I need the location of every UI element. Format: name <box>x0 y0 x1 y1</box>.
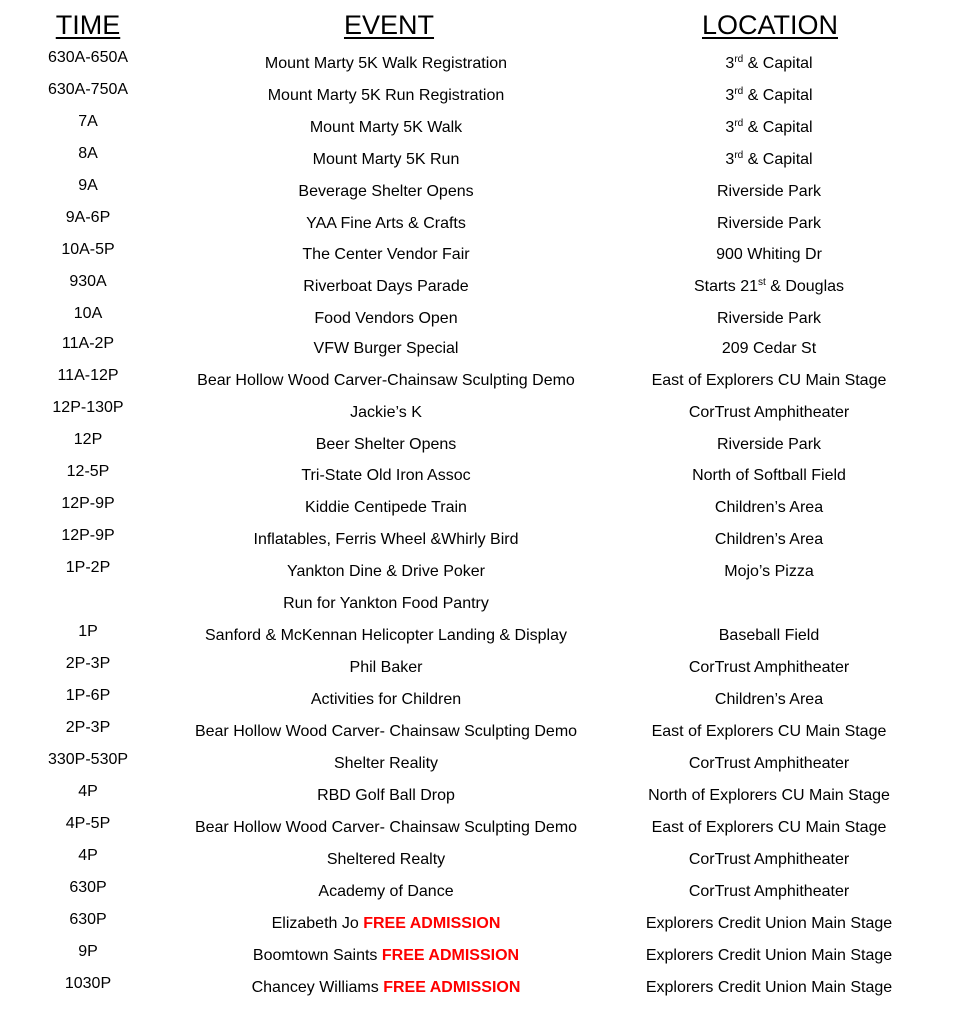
event-cell <box>140 403 632 423</box>
location-name: 3 <box>725 119 735 136</box>
time-cell: 630A-750A <box>47 81 129 98</box>
location-cell <box>600 690 938 710</box>
event-cell <box>140 914 632 934</box>
event-name: Yankton Dine & Drive Poker <box>286 563 485 580</box>
location-cell <box>600 86 938 106</box>
location-cell <box>600 339 938 359</box>
event-name: YAA Fine Arts & Crafts <box>306 215 466 232</box>
time-cell: 630A-650A <box>47 49 129 66</box>
location-name: Explorers Credit Union Main Stage <box>645 947 893 964</box>
event-cell <box>140 498 632 518</box>
location-cell <box>600 818 938 838</box>
time-cell: 10A-5P <box>61 241 115 258</box>
event-cell <box>140 946 632 966</box>
location-name: Riverside Park <box>716 436 822 453</box>
location-name: Starts 21 <box>693 278 758 295</box>
time-cell: 4P-5P <box>65 815 111 832</box>
location-name: Children’s Area <box>714 531 824 548</box>
free-admission-label: FREE ADMISSION <box>383 979 521 996</box>
event-name: Sanford & McKennan Helicopter Landing & Display <box>205 627 567 644</box>
event-cell <box>140 786 632 806</box>
time-cell: 12P-9P <box>61 495 115 512</box>
event-name: Riverboat Days Parade <box>303 278 469 295</box>
location-name: Baseball Field <box>718 627 820 644</box>
location-cell <box>600 309 938 329</box>
event-cell <box>140 245 632 265</box>
event-name: Inflatables, Ferris Wheel &Whirly Bird <box>253 531 519 548</box>
event-name: Bear Hollow Wood Carver- Chainsaw Sculpting Demo <box>194 819 578 836</box>
location-name-rest: & Capital <box>743 119 813 136</box>
event-cell <box>140 818 632 838</box>
event-name: Boomtown Saints <box>252 947 382 964</box>
time-cell: 7A <box>78 113 98 130</box>
location-name: North of Softball Field <box>692 467 846 484</box>
time-cell: 1P-6P <box>65 687 111 704</box>
location-name: East of Explorers CU Main Stage <box>651 819 887 836</box>
location-name: 3 <box>725 55 735 72</box>
event-name: Academy of Dance <box>318 883 454 900</box>
location-cell <box>600 118 938 138</box>
time-cell: 630P <box>69 879 107 896</box>
event-name: Run for Yankton Food Pantry <box>283 595 489 612</box>
event-cell <box>140 277 632 297</box>
location-cell <box>600 466 938 486</box>
time-cell: 9P <box>78 943 98 960</box>
location-name-rest: & Capital <box>743 151 813 168</box>
location-cell <box>600 946 938 966</box>
location-name: CorTrust Amphitheater <box>688 659 850 676</box>
event-cell <box>140 435 632 455</box>
location-cell <box>600 245 938 265</box>
location-cell <box>600 626 938 646</box>
location-name: Children’s Area <box>714 691 824 708</box>
ordinal-suffix: rd <box>734 86 744 97</box>
event-name: Food Vendors Open <box>314 310 458 327</box>
time-cell: 330P-530P <box>47 751 129 768</box>
time-cell: 4P <box>78 783 98 800</box>
location-name: CorTrust Amphitheater <box>688 883 850 900</box>
location-cell <box>600 530 938 550</box>
event-cell <box>140 978 632 998</box>
location-name: East of Explorers CU Main Stage <box>651 723 887 740</box>
event-name: Beer Shelter Opens <box>315 436 457 453</box>
event-cell <box>140 626 632 646</box>
location-cell <box>600 150 938 170</box>
event-name: Bear Hollow Wood Carver- Chainsaw Sculpting Demo <box>194 723 578 740</box>
time-cell: 9A <box>78 177 98 194</box>
event-cell <box>140 339 632 359</box>
location-cell <box>600 277 938 297</box>
event-cell <box>140 722 632 742</box>
time-cell: 11A-12P <box>57 367 119 384</box>
location-cell <box>600 850 938 870</box>
event-cell <box>140 182 632 202</box>
event-cell <box>140 86 632 106</box>
location-name: Explorers Credit Union Main Stage <box>645 915 893 932</box>
event-name: Elizabeth Jo <box>271 915 364 932</box>
location-name: Riverside Park <box>716 183 822 200</box>
location-name: 900 Whiting Dr <box>716 246 822 263</box>
time-cell: 11A-2P <box>61 335 115 352</box>
location-name: CorTrust Amphitheater <box>688 755 850 772</box>
time-cell: 1P <box>78 623 98 640</box>
event-cell <box>140 214 632 234</box>
location-name-rest: & Capital <box>743 87 813 104</box>
location-column-header: LOCATION <box>701 10 838 40</box>
location-cell <box>600 882 938 902</box>
event-cell <box>140 850 632 870</box>
location-name: 209 Cedar St <box>721 340 817 357</box>
location-name: Riverside Park <box>716 215 822 232</box>
event-name: Tri-State Old Iron Assoc <box>301 467 471 484</box>
event-name: Mount Marty 5K Walk Registration <box>264 55 508 72</box>
event-name: The Center Vendor Fair <box>302 246 470 263</box>
ordinal-suffix: rd <box>734 150 744 161</box>
event-cell <box>140 658 632 678</box>
event-cell <box>140 594 632 614</box>
time-cell: 930A <box>69 273 107 290</box>
event-cell <box>140 118 632 138</box>
event-name: Mount Marty 5K Run Registration <box>267 87 505 104</box>
event-cell <box>140 309 632 329</box>
location-name: Riverside Park <box>716 310 822 327</box>
location-cell <box>600 914 938 934</box>
event-cell <box>140 690 632 710</box>
event-cell <box>140 150 632 170</box>
event-cell <box>140 530 632 550</box>
event-name: Sheltered Realty <box>326 851 446 868</box>
location-cell <box>600 403 938 423</box>
time-cell: 4P <box>78 847 98 864</box>
time-cell: 12P-9P <box>61 527 115 544</box>
location-name: 3 <box>725 151 735 168</box>
time-cell: 8A <box>78 145 98 162</box>
ordinal-suffix: rd <box>734 118 744 129</box>
location-cell <box>600 498 938 518</box>
location-name: North of Explorers CU Main Stage <box>648 787 890 804</box>
ordinal-suffix: rd <box>734 54 744 65</box>
location-name-rest: & Capital <box>743 55 813 72</box>
location-cell <box>600 562 938 582</box>
event-name: Shelter Reality <box>333 755 439 772</box>
event-name: VFW Burger Special <box>313 340 459 357</box>
event-name: Activities for Children <box>310 691 462 708</box>
location-name: East of Explorers CU Main Stage <box>651 372 887 389</box>
event-name: Bear Hollow Wood Carver-Chainsaw Sculpting Demo <box>197 372 575 389</box>
location-name: Children’s Area <box>714 499 824 516</box>
time-cell: 2P-3P <box>65 719 111 736</box>
time-cell: 12-5P <box>66 463 110 480</box>
event-name: Mount Marty 5K Run <box>312 151 460 168</box>
location-name: Explorers Credit Union Main Stage <box>645 979 893 996</box>
free-admission-label: FREE ADMISSION <box>363 915 501 932</box>
location-cell <box>600 435 938 455</box>
event-name: Phil Baker <box>349 659 423 676</box>
time-column-header: TIME <box>55 10 121 40</box>
location-cell <box>600 214 938 234</box>
event-name: Kiddie Centipede Train <box>305 499 467 516</box>
event-name: Mount Marty 5K Walk <box>309 119 463 136</box>
event-cell <box>140 466 632 486</box>
location-name: Mojo’s Pizza <box>724 563 814 580</box>
location-cell <box>600 754 938 774</box>
location-name: CorTrust Amphitheater <box>688 851 850 868</box>
time-cell: 1030P <box>64 975 112 992</box>
location-cell <box>600 786 938 806</box>
event-cell <box>140 562 632 582</box>
time-cell: 630P <box>69 911 107 928</box>
location-cell <box>600 371 938 391</box>
event-name: RBD Golf Ball Drop <box>317 787 455 804</box>
time-cell: 10A <box>73 305 103 322</box>
location-cell <box>600 658 938 678</box>
location-cell <box>600 54 938 74</box>
location-cell <box>600 978 938 998</box>
location-cell <box>600 182 938 202</box>
event-name: Chancey Williams <box>251 979 384 996</box>
location-name: CorTrust Amphitheater <box>688 404 850 421</box>
event-name: Jackie’s K <box>350 404 422 421</box>
time-cell: 12P <box>73 431 103 448</box>
event-cell <box>140 54 632 74</box>
event-cell <box>140 371 632 391</box>
time-cell: 9A-6P <box>65 209 111 226</box>
event-name: Beverage Shelter Opens <box>298 183 474 200</box>
location-name-rest: & Douglas <box>765 278 845 295</box>
time-cell: 1P-2P <box>65 559 111 576</box>
time-cell: 2P-3P <box>65 655 111 672</box>
time-cell: 12P-130P <box>52 399 124 416</box>
free-admission-label: FREE ADMISSION <box>381 947 520 964</box>
event-cell <box>140 754 632 774</box>
event-column-header: EVENT <box>343 10 435 40</box>
location-name: 3 <box>725 87 735 104</box>
event-cell <box>140 882 632 902</box>
ordinal-suffix: st <box>757 277 766 288</box>
location-cell <box>600 722 938 742</box>
